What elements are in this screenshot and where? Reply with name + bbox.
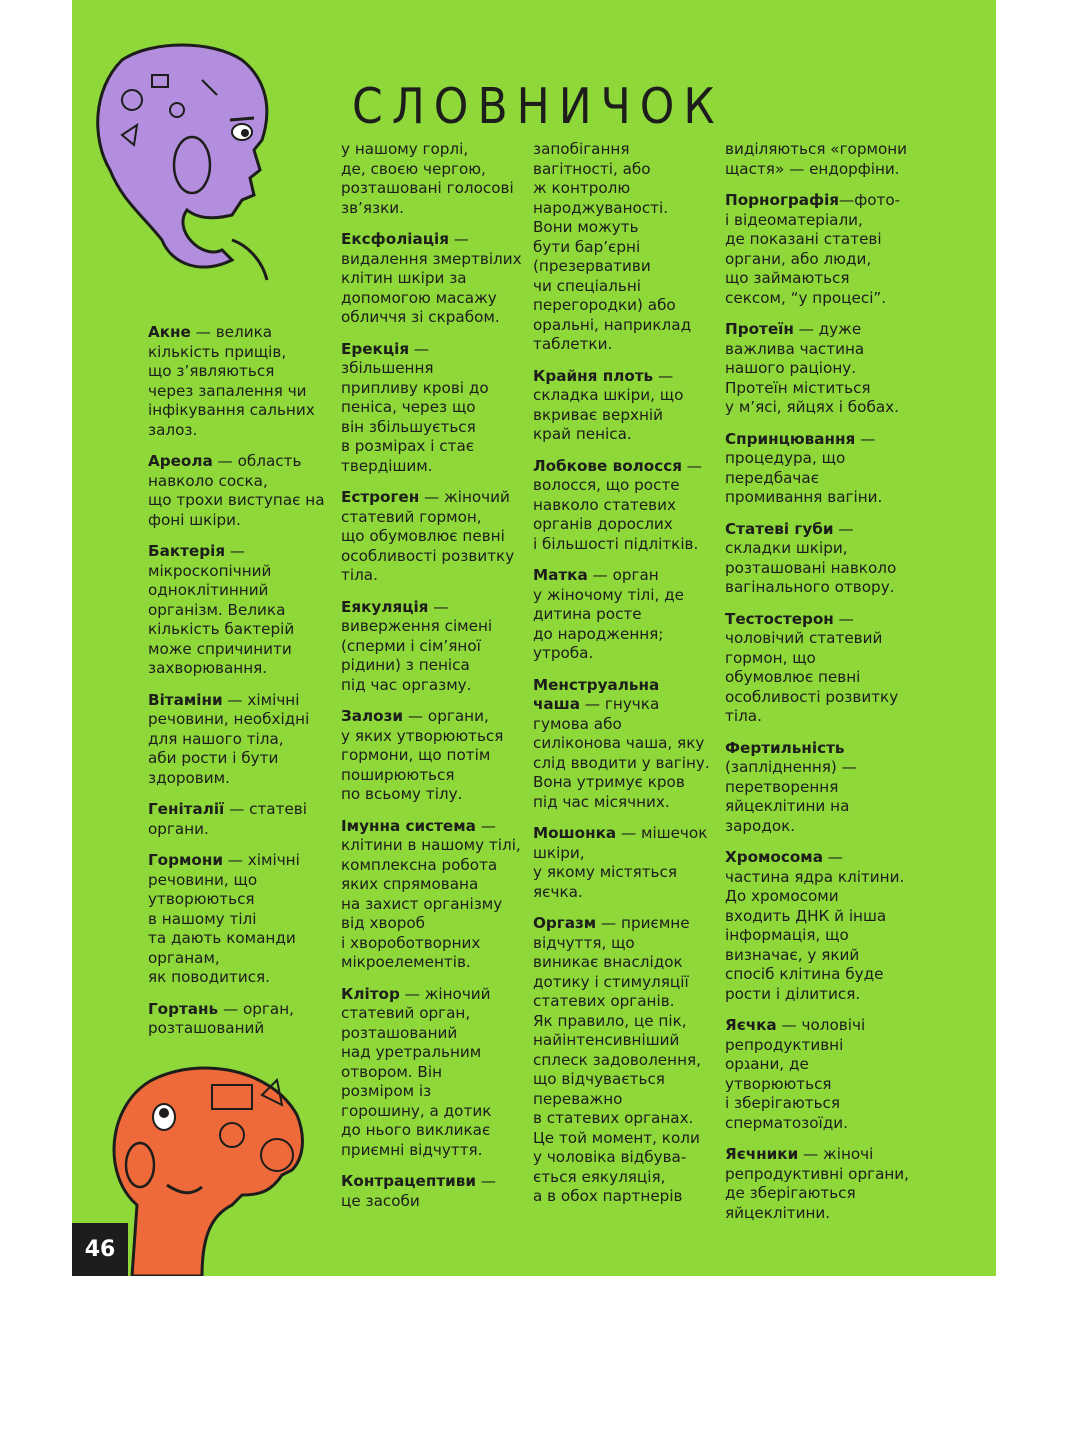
glossary-term: Імунна система (341, 816, 476, 835)
glossary-term: Порнографія (725, 191, 840, 209)
glossary-entry (725, 140, 910, 179)
glossary-definition: — частина ядра клітини. До хромосоми входить ДНК й інша інформація, що визначає, у який спосіб клітина буде рости і ділитися. (725, 848, 905, 1003)
glossary-term: Яєчники (725, 1145, 799, 1163)
glossary-entry (341, 707, 526, 805)
glossary-term: Яєчка (725, 1016, 777, 1034)
glossary-term: Статеві губи (725, 519, 834, 538)
glossary-column-4 (725, 140, 910, 1235)
glossary-term: Хромосома (725, 848, 823, 866)
glossary-entry (148, 851, 333, 988)
glossary-term: Тестостерон (725, 609, 834, 628)
glossary-term: Спринцювання (725, 429, 856, 448)
glossary-definition: — видалення змертвілих клітин шкіри за допомогою масажу обличчя зі скрабом. (341, 230, 522, 326)
glossary-entry (341, 230, 526, 328)
glossary-definition: — приємне відчуття, що виникає внаслідок дотику і стимуляції статевих органів. Як правило, це пік, найінтенсивніший сплеск задоволення, що відчувається переважно в статевих органах. Це той момент, коли у чоловіка відбува- ється еякуляція, а в обох партнерів (533, 914, 701, 1205)
glossary-term: Ареола (148, 452, 213, 470)
glossary-entry (533, 140, 718, 355)
glossary-term: Залози (341, 707, 404, 725)
glossary-definition: — чоловічі репродуктивні орגани, де утворюються і зберігаються сперматозоїди. (725, 1016, 866, 1132)
glossary-term: Акне (148, 323, 191, 341)
glossary-term: Гортань (148, 999, 219, 1018)
glossary-term: Оргазм (533, 914, 597, 932)
glossary-term: Ексфоліація (341, 230, 449, 248)
glossary-entry (725, 739, 910, 837)
page-title: СЛОВНИЧОК (352, 78, 724, 136)
glossary-entry (148, 323, 333, 440)
glossary-definition: — велика кількість прищів, що з’являються через запалення чи інфікування сальних залоз. (148, 323, 315, 439)
glossary-term: Фертильність (725, 738, 845, 757)
purple-girl-head-illustration (82, 40, 282, 285)
glossary-entry (533, 457, 718, 555)
glossary-definition: — це засоби (341, 1172, 497, 1210)
glossary-definition: —фото- і відеоматеріали, де показані статеві органи, або люди, що займаються сексом, “у процесі”. (725, 191, 901, 307)
glossary-definition: — складки шкіри, розташовані навколо вагінального отвору. (725, 519, 897, 596)
glossary-definition: — мікроскопічний одноклітинний організм. Велика кількість бактерій може спричинити захворювання. (148, 542, 295, 677)
glossary-definition: — орган, розташований (148, 999, 294, 1037)
glossary-term: Менструальна чаша (533, 675, 660, 713)
glossary-definition: — чоловічий статевий гормон, що обумовлює певні особливості розвитку тіла. (725, 609, 899, 725)
glossary-definition: — органи, у яких утворюються гормони, що потім поширюються по всьому тілу. (341, 707, 504, 803)
glossary-term: Еякуляція (341, 597, 429, 616)
glossary-definition: — дуже важлива частина нашого раціону. Протеїн міститься у м’ясі, яйцях і бобах. (725, 320, 899, 416)
glossary-term: Мошонка (533, 824, 617, 842)
glossary-definition: — клітини в нашому тілі, комплексна робота яких спрямована на захист організму від хвороб і хвороботворних мікроелементів. (341, 816, 521, 971)
glossary-entry (341, 340, 526, 477)
glossary-entry (148, 542, 333, 679)
glossary-entry (725, 191, 910, 308)
glossary-definition: — складка шкіри, що вкриває верхній край пеніса. (533, 366, 684, 443)
glossary-entry (341, 985, 526, 1161)
glossary-term: Ерекція (341, 339, 410, 358)
glossary-entry (341, 488, 526, 586)
glossary-column-1 (148, 323, 333, 1051)
glossary-definition: — область навколо соска, що трохи виступає на фоні шкіри. (148, 452, 325, 529)
glossary-definition: — орган у жіночому тілі, де дитина росте до народження; утроба. (533, 566, 684, 662)
glossary-entry (725, 848, 910, 1004)
glossary-definition: — статеві органи. (148, 800, 307, 838)
glossary-definition: — виверження сімені (сперми і сім’яної рідини) з пеніса під час оргазму. (341, 597, 493, 694)
glossary-term: Гормони (148, 851, 223, 869)
glossary-term: Естроген (341, 488, 420, 506)
glossary-column-2 (341, 140, 526, 1223)
glossary-term: Матка (533, 566, 588, 584)
glossary-definition: — жіночий статевий орган, розташований над уретральним отвором. Він розміром із горошину, а дотик до нього викликає приємні відчуття. (341, 984, 492, 1159)
glossary-entry (533, 367, 718, 445)
glossary-entry (533, 676, 718, 813)
glossary-entry (533, 824, 718, 902)
glossary-definition: — мішечок шкіри, у якому містяться яєчка. (533, 824, 708, 901)
glossary-entry (725, 1016, 910, 1133)
glossary-entry (725, 1145, 910, 1223)
glossary-definition: — процедура, що передбачає промивання вагіни. (725, 429, 883, 506)
glossary-entry (725, 430, 910, 508)
glossary-definition: — збільшення припливу крові до пеніса, через що він збільшується в розмірах і стає твердішим. (341, 339, 489, 475)
glossary-page (72, 0, 996, 1276)
glossary-entry (533, 914, 718, 1207)
glossary-term: Клітор (341, 984, 400, 1003)
glossary-definition: — жіночий статевий гормон, що обумовлює певні особливості розвитку тіла. (341, 488, 515, 584)
glossary-entry (341, 598, 526, 696)
glossary-term: Протеїн (725, 320, 794, 338)
glossary-entry (148, 800, 333, 839)
glossary-definition: — жіночі репродуктивні органи, де зберігаються яйцеклітини. (725, 1145, 910, 1222)
glossary-column-3 (533, 140, 718, 1219)
glossary-entry (725, 520, 910, 598)
glossary-entry (725, 610, 910, 727)
glossary-entry (148, 691, 333, 789)
glossary-entry (341, 140, 526, 218)
glossary-term: Вітаміни (148, 690, 223, 709)
glossary-entry (533, 566, 718, 664)
glossary-definition: — хімічні речовини, необхідні для нашого тіла, аби рости і бути здоровим. (148, 690, 310, 787)
glossary-term: Бактерія (148, 542, 226, 560)
glossary-definition: виділяються «гормони щастя» — ендорфіни. (725, 140, 908, 178)
glossary-definition: — гнучка гумова або силіконова чаша, яку слід вводити у вагіну. Вона утримує кров під час місячних. (533, 695, 710, 811)
glossary-term: Крайня плоть (533, 366, 654, 385)
glossary-entry (725, 320, 910, 418)
glossary-definition: у нашому горлі, де, своєю чергою, розташовані голосові зв’язки. (341, 140, 514, 217)
glossary-entry (148, 1000, 333, 1039)
glossary-term: Геніталії (148, 800, 225, 818)
glossary-entry (341, 1172, 526, 1211)
glossary-definition: — волосся, що росте навколо статевих органів дорослих і більшості підлітків. (533, 456, 702, 553)
glossary-entry (148, 452, 333, 530)
glossary-term: Контрацептиви (341, 1172, 477, 1190)
glossary-entry (341, 817, 526, 973)
glossary-definition: (запліднення) — перетворення яйцеклітини на зародок. (725, 758, 857, 835)
page-number: 46 (72, 1223, 128, 1276)
glossary-definition: — хімічні речовини, що утворюються в нашому тілі та дають команди органам, як поводитися. (148, 851, 300, 986)
glossary-term: Лобкове волосся (533, 456, 682, 475)
glossary-definition: запобігання вагітності, або ж контролю народжуваності. Вони можуть бути бар’єрні (презервативи чи спеціальні перегородки) або оральні, наприклад таблетки. (533, 140, 692, 353)
